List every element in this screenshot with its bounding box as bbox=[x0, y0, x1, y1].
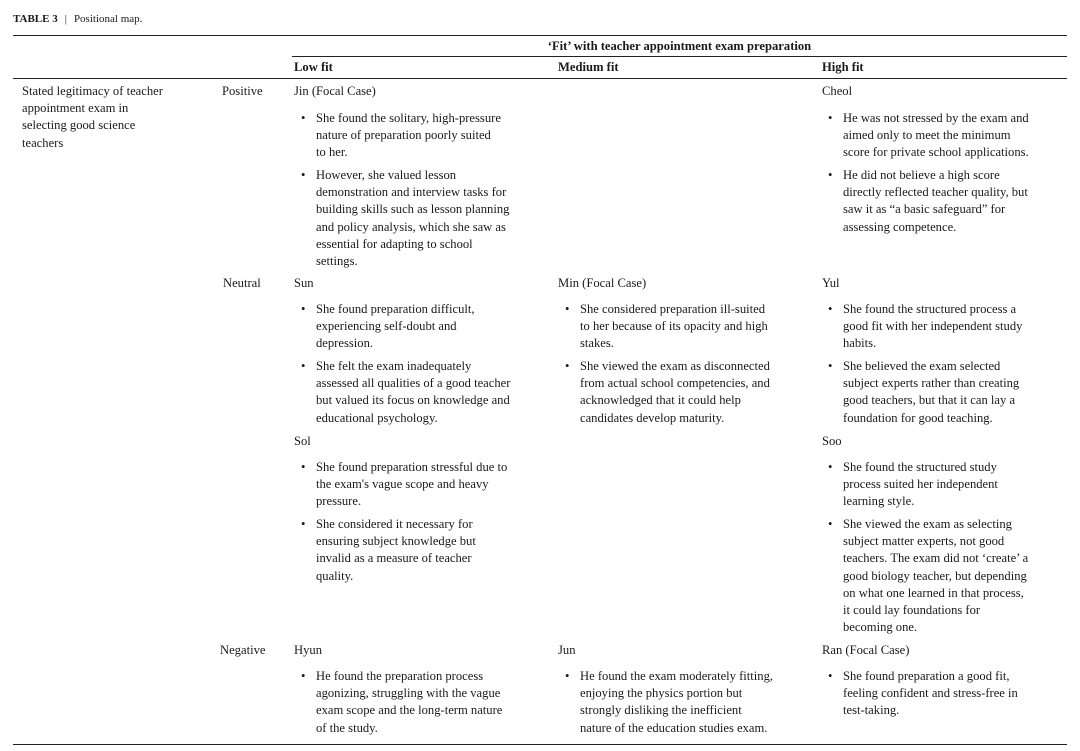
case-name-ran: Ran (Focal Case) bbox=[822, 643, 910, 657]
bullet-item: • She considered it necessary for ensuring subject knowledge but invalid as a measure of teacher quality. bbox=[301, 517, 476, 583]
bullet-item: • She viewed the exam as selecting subject matter experts, not good teachers. The exam did not ‘create’ a good biology teacher, but depending on what one learned in that process, it could lay foundations for becoming one. bbox=[828, 517, 1029, 635]
caption-separator: | bbox=[64, 13, 67, 25]
bullet-item: • She found the structured process a good fit with her independent study habits. bbox=[828, 302, 1023, 351]
bullet-item: • She considered preparation ill-suited to her because of its opacity and high stakes. bbox=[565, 302, 768, 351]
bullet-icon: • bbox=[301, 517, 306, 531]
case-name-min: Min (Focal Case) bbox=[558, 276, 647, 290]
case-name-cheol: Cheol bbox=[822, 84, 853, 98]
table-bottom-rule bbox=[13, 744, 1067, 745]
bullet-icon: • bbox=[301, 460, 306, 474]
bullet-item: • She found preparation difficult, experiencing self-doubt and depression. bbox=[301, 302, 475, 351]
row-label-line: selecting good science bbox=[22, 118, 136, 133]
row-label-line: teachers bbox=[22, 135, 64, 150]
case-name-hyun: Hyun bbox=[294, 643, 322, 657]
bullet-item: • However, she valued lesson demonstration and interview tasks for building skills such as lesson planning and policy analysis, which she saw as essential for adapting to school settings. bbox=[301, 168, 510, 269]
case-name-jun: Jun bbox=[558, 643, 576, 657]
bullet-icon: • bbox=[828, 111, 833, 125]
bullet-icon: • bbox=[828, 460, 833, 474]
bullet-item: • She viewed the exam as disconnected from actual school competencies, and acknowledged that it could help candidates develop maturity. bbox=[565, 359, 770, 425]
bullet-item: • He found the exam moderately fitting, enjoying the physics portion but strongly disliking the inefficient nature of the education studies exam. bbox=[565, 669, 774, 735]
table-label: TABLE 3 bbox=[13, 13, 58, 25]
bullet-item: • She found the solitary, high-pressure nature of preparation poorly suited to her. bbox=[301, 111, 501, 160]
bullet-item: • She found preparation stressful due to the exam's vague scope and heavy pressure. bbox=[301, 460, 508, 509]
bullet-icon: • bbox=[301, 111, 306, 125]
bullet-icon: • bbox=[565, 359, 570, 373]
bullet-icon: • bbox=[301, 168, 306, 182]
group-label-positive: Positive bbox=[222, 84, 263, 98]
bullet-icon: • bbox=[828, 359, 833, 373]
case-name-sol: Sol bbox=[294, 434, 311, 448]
row-label-line: Stated legitimacy of teacher bbox=[22, 84, 163, 98]
case-name-jin: Jin (Focal Case) bbox=[294, 84, 376, 98]
column-header-low-fit: Low fit bbox=[294, 60, 333, 74]
bullet-item: • She believed the exam selected subject experts rather than creating good teachers, but that it can lay a foundation for good teaching. bbox=[828, 359, 1020, 425]
group-label-negative: Negative bbox=[220, 643, 266, 657]
table-top-rule bbox=[13, 35, 1067, 36]
spanning-header-rule bbox=[292, 56, 1067, 57]
row-label-line: appointment exam in bbox=[22, 101, 129, 116]
bullet-item: • She found preparation a good fit, feeling confident and stress-free in test-taking. bbox=[828, 669, 1018, 718]
bullet-item: • She found the structured study process suited her independent learning style. bbox=[828, 460, 998, 509]
case-name-sun: Sun bbox=[294, 276, 314, 290]
case-name-soo: Soo bbox=[822, 434, 842, 448]
spanning-header: ‘Fit’ with teacher appointment exam preparation bbox=[547, 39, 812, 53]
header-bottom-rule bbox=[13, 78, 1067, 79]
bullet-item: • He found the preparation process agonizing, struggling with the vague exam scope and the long-term nature of the study. bbox=[301, 669, 503, 735]
group-label-neutral: Neutral bbox=[223, 276, 261, 290]
row-label bbox=[22, 83, 163, 152]
bullet-icon: • bbox=[828, 669, 833, 683]
table-title: Positional map. bbox=[73, 13, 143, 25]
bullet-item: • He did not believe a high score directly reflected teacher quality, but saw it as “a basic safeguard” for assessing competence. bbox=[828, 168, 1028, 234]
bullet-icon: • bbox=[828, 168, 833, 182]
bullet-icon: • bbox=[565, 669, 570, 683]
bullet-icon: • bbox=[301, 359, 306, 373]
column-header-high-fit: High fit bbox=[822, 60, 864, 74]
case-name-yul: Yul bbox=[822, 276, 840, 290]
table-caption bbox=[13, 13, 142, 25]
bullet-icon: • bbox=[565, 302, 570, 316]
bullet-item: • He was not stressed by the exam and aimed only to meet the minimum score for private school applications. bbox=[828, 111, 1029, 160]
bullet-icon: • bbox=[828, 302, 833, 316]
bullet-icon: • bbox=[301, 302, 306, 316]
column-header-medium-fit: Medium fit bbox=[558, 60, 619, 74]
bullet-icon: • bbox=[828, 517, 833, 531]
bullet-item: • She felt the exam inadequately assessed all qualities of a good teacher but valued its focus on knowledge and educational psychology. bbox=[301, 359, 511, 425]
bullet-icon: • bbox=[301, 669, 306, 683]
